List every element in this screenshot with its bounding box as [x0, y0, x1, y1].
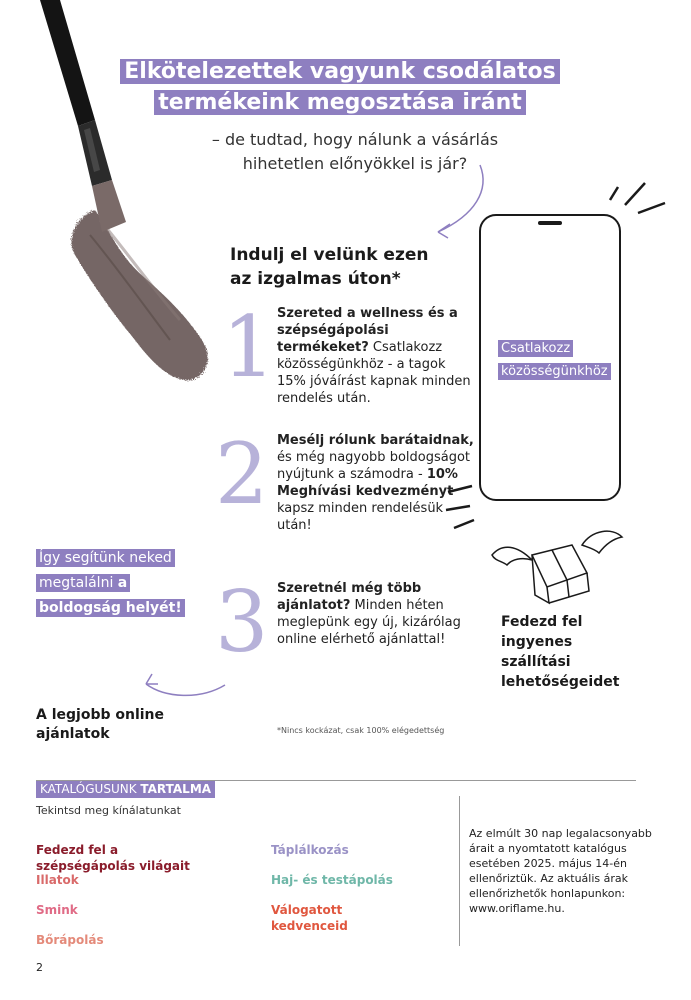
catalog-subhead: Tekintsd meg kínálatunkat [36, 804, 181, 817]
winged-package-icon [487, 525, 627, 610]
step-3-number: 3 [215, 573, 269, 671]
category-link-skincare[interactable]: Bőrápolás [36, 933, 104, 947]
phone-label [498, 337, 614, 383]
headline [100, 56, 580, 118]
step-2-bold-2: 10% Meghívási kedvezményt [277, 467, 458, 499]
curved-arrow-left-icon [140, 660, 230, 705]
step-1-body: Csatlakozz közösségünkhöz - a tagok 15% jóváírást kapnak minden rendelés után. [277, 340, 471, 406]
step-1-bold: Szereted a wellness és a szépségápolási termékeket? [277, 306, 458, 355]
category-link-fragrances[interactable]: Illatok [36, 873, 79, 887]
left-highlight-line-2b: a [117, 575, 128, 591]
shipping-text: Fedezd fel ingyenes szállítási lehetőségeidet [501, 614, 620, 690]
phone-label-line-1: Csatlakozz [498, 340, 573, 357]
page-number: 2 [36, 961, 43, 974]
step-1-text [277, 305, 477, 407]
catalog-title-bold: TARTALMA [140, 782, 212, 796]
category-link-favourites[interactable]: Válogatott kedvenceid [271, 903, 348, 933]
journey-heading-line-2: az izgalmas úton* [230, 269, 401, 289]
category-link-hair-body[interactable]: Haj- és testápolás [271, 873, 393, 887]
price-note: Az elmúlt 30 nap legalacsonyabb árait a nyomtatott katalógus esetében 2025. május 14-én ellenőriztük. Az aktuális árak ellenőrizhetők honlapunkon: www.oriflame.hu. [469, 827, 652, 915]
step-3-text [277, 580, 477, 648]
category-link-makeup[interactable]: Smink [36, 903, 78, 917]
footnote: *Nincs kockázat, csak 100% elégedettség [277, 726, 445, 735]
catalog-title [36, 781, 215, 798]
step-2-body-2: kapsz minden rendelésük után! [277, 501, 444, 533]
left-highlight-line-3: boldogság helyét! [36, 599, 185, 617]
left-highlight-line-1: Így segítünk neked [36, 549, 175, 567]
column-divider [459, 796, 460, 946]
step-1-number: 1 [222, 298, 276, 396]
subheadline-line-2: hihetetlen előnyökkel is jár? [242, 154, 468, 173]
step-2-bold: Mesélj rólunk barátaidnak, [277, 433, 474, 448]
step-2-number: 2 [215, 425, 269, 523]
left-highlight [36, 546, 206, 621]
journey-heading [230, 243, 450, 291]
category-link-nutrition[interactable]: Táplálkozás [271, 843, 349, 857]
headline-line-2: termékeink megosztása iránt [154, 90, 526, 115]
step-2-body: és még nagyobb boldogságot nyújtunk a számodra - [277, 450, 471, 482]
phone-label-line-2: közösségünkhöz [498, 363, 611, 380]
journey-heading-line-1: Indulj el velünk ezen [230, 245, 429, 265]
left-highlight-line-2 [36, 574, 130, 592]
left-highlight-line-2a: megtalálni [39, 575, 118, 591]
catalog-title-light: KATALÓGUSUNK [40, 782, 141, 796]
category-link-discover[interactable]: Fedezd fel a szépségápolás világait [36, 843, 190, 873]
step-3-bold: Szeretnél még több ajánlatot? [277, 581, 422, 613]
step-3-body: Minden héten meglepünk egy új, kizárólag online elérhető ajánlattal! [277, 598, 461, 647]
subheadline-line-1: – de tudtad, hogy nálunk a vásárlás [211, 130, 499, 149]
headline-line-1: Elkötelezettek vagyunk csodálatos [120, 59, 559, 84]
best-offers: A legjobb online ajánlatok [36, 707, 165, 742]
